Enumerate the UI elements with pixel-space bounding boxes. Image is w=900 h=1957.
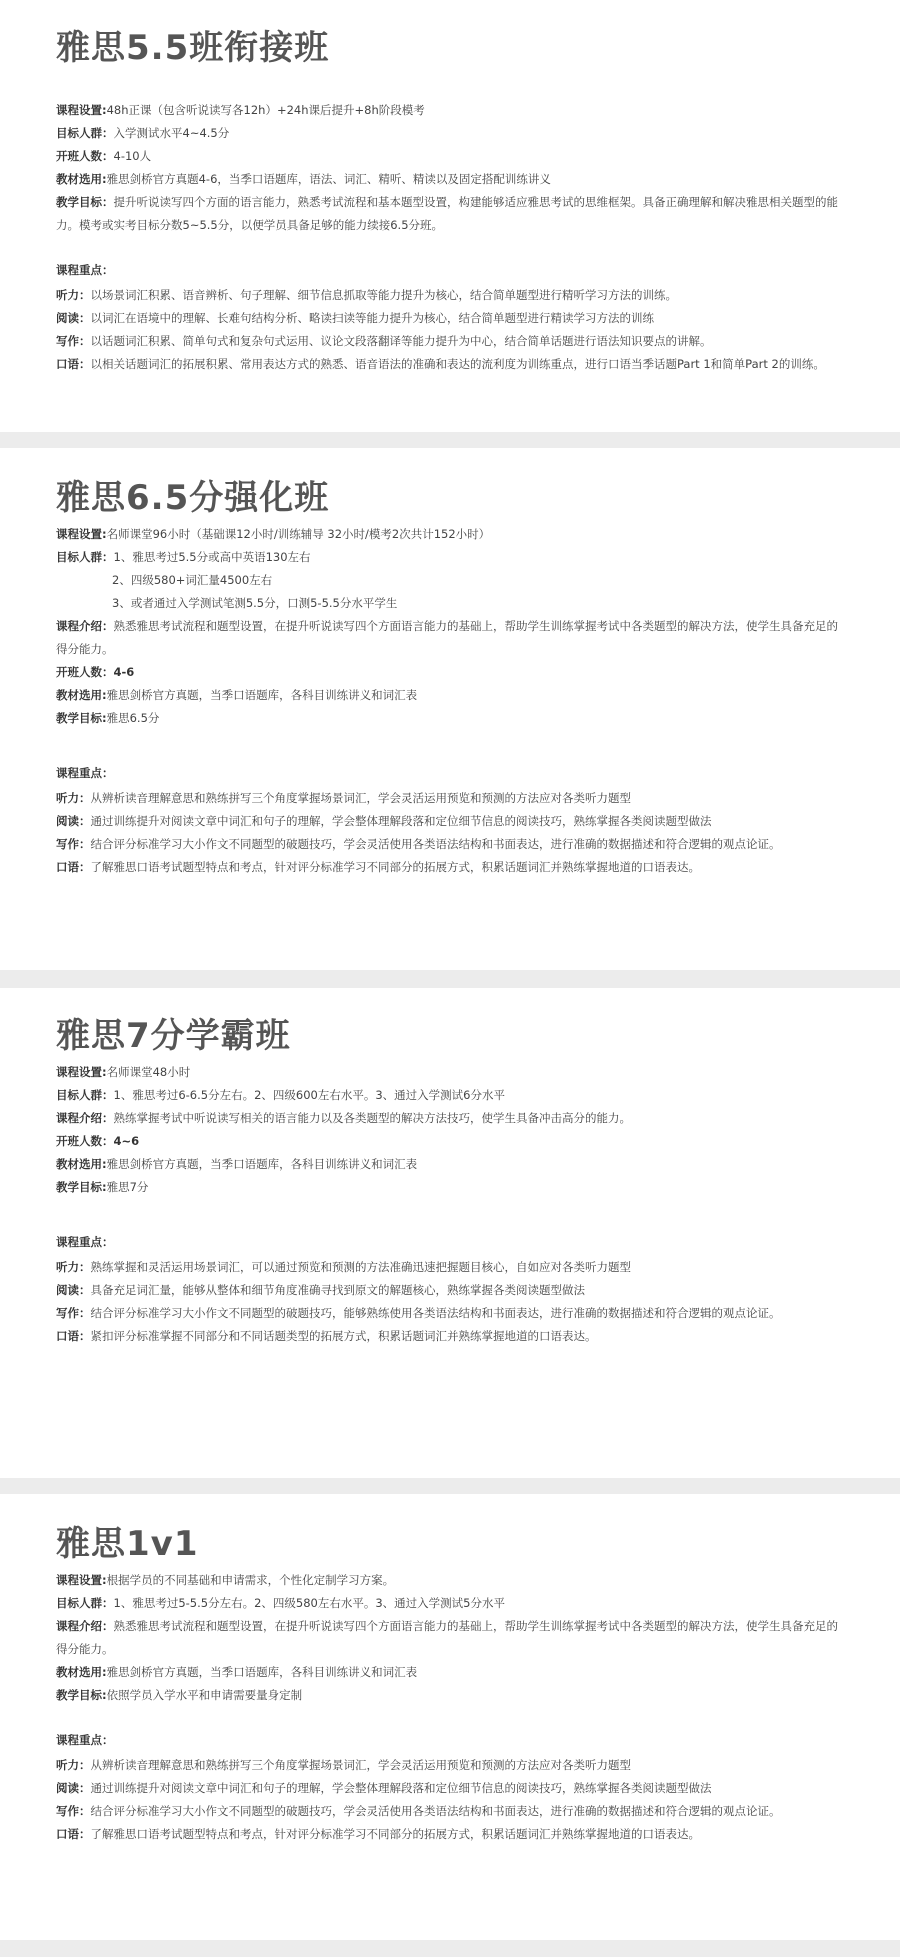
spacer bbox=[56, 1199, 840, 1231]
focus-row bbox=[56, 284, 840, 307]
info-row bbox=[56, 569, 840, 592]
info-row-label: 教材选用: bbox=[56, 1156, 107, 1171]
focus-row bbox=[56, 1279, 840, 1302]
section-title: 雅思6.5分强化班 bbox=[56, 478, 330, 518]
info-row-label: 课程介绍： bbox=[56, 618, 114, 633]
info-row-label: 课程设置: bbox=[56, 1572, 107, 1587]
info-row-label: 教材选用: bbox=[56, 171, 107, 186]
info-row bbox=[56, 1084, 840, 1107]
info-row-value: 2、四级580+词汇量4500左右 bbox=[112, 572, 273, 587]
focus-row-value: 以话题词汇积累、简单句式和复杂句式运用、议论文段落翻译等能力提升为中心，结合简单话题进行语法知识要点的讲解。 bbox=[90, 333, 712, 348]
info-row-value: 48h正课（包含听说读写各12h）+24h课后提升+8h阶段模考 bbox=[106, 102, 425, 117]
focus-row-value: 了解雅思口语考试题型特点和考点，针对评分标准学习不同部分的拓展方式，积累话题词汇并熟练掌握地道的口语表达。 bbox=[90, 1826, 700, 1841]
info-row-label: 目标人群： bbox=[56, 1595, 114, 1610]
focus-row-value: 从辨析读音理解意思和熟练拼写三个角度掌握场景词汇，学会灵活运用预览和预测的方法应对各类听力题型 bbox=[90, 1757, 631, 1772]
focus-row-label: 口语： bbox=[56, 859, 91, 874]
info-row-value: 熟悉雅思考试流程和题型设置，在提升听说读写四个方面语言能力的基础上，帮助学生训练掌握考试中各类题型的解决方法，使学生具备充足的得分能力。 bbox=[56, 618, 838, 656]
info-row-value: 熟练掌握考试中听说读写相关的语言能力以及各类题型的解决方法技巧，使学生具备冲击高分的能力。 bbox=[113, 1110, 631, 1125]
focus-row-value: 以场景词汇积累、语音辨析、句子理解、细节信息抓取等能力提升为核心，结合简单题型进行精听学习方法的训练。 bbox=[90, 287, 677, 302]
info-row-label: 开班人数： bbox=[56, 1133, 114, 1148]
info-row-value: 4~6 bbox=[113, 1133, 140, 1148]
focus-row-label: 写作： bbox=[56, 1803, 91, 1818]
focus-row-label: 口语： bbox=[56, 356, 91, 371]
info-row-value: 名师课堂48小时 bbox=[106, 1064, 191, 1079]
info-row bbox=[56, 1661, 840, 1684]
focus-row bbox=[56, 810, 840, 833]
course-section-ielts-6-5 bbox=[0, 448, 900, 970]
info-row-label: 教学目标： bbox=[56, 194, 114, 209]
info-row-value: 根据学员的不同基础和申请需求，个性化定制学习方案。 bbox=[106, 1572, 395, 1587]
focus-row bbox=[56, 1754, 840, 1777]
info-row bbox=[56, 1176, 840, 1199]
focus-row-value: 了解雅思口语考试题型特点和考点，针对评分标准学习不同部分的拓展方式，积累话题词汇并熟练掌握地道的口语表达。 bbox=[90, 859, 700, 874]
focus-row bbox=[56, 307, 840, 330]
info-row-label: 教学目标: bbox=[56, 1179, 107, 1194]
info-row bbox=[56, 1569, 840, 1592]
focus-row-label: 口语： bbox=[56, 1826, 91, 1841]
focus-row-value: 从辨析读音理解意思和熟练拼写三个角度掌握场景词汇，学会灵活运用预览和预测的方法应对各类听力题型 bbox=[90, 790, 631, 805]
spacer bbox=[56, 1707, 840, 1729]
info-row-value: 4-10人 bbox=[113, 148, 152, 163]
focus-row-value: 紧扣评分标准掌握不同部分和不同话题类型的拓展方式，积累话题词汇并熟练掌握地道的口语表达。 bbox=[90, 1328, 597, 1343]
info-row bbox=[56, 615, 840, 661]
focus-row-value: 以相关话题词汇的拓展积累、常用表达方式的熟悉、语音语法的准确和表达的流利度为训练重点，进行口语当季话题Part 1和简单Part 2的训练。 bbox=[90, 356, 825, 371]
focus-row-label: 阅读： bbox=[56, 813, 91, 828]
info-row-label: 目标人群： bbox=[56, 1087, 114, 1102]
info-row-label: 课程设置: bbox=[56, 102, 107, 117]
info-row-value: 1、雅思考过5.5分或高中英语130左右 bbox=[113, 549, 311, 564]
focus-row-label: 写作： bbox=[56, 333, 91, 348]
info-row-label: 课程介绍： bbox=[56, 1110, 114, 1125]
focus-row-value: 具备充足词汇量，能够从整体和细节角度准确寻找到原文的解题核心，熟练掌握各类阅读题型做法 bbox=[90, 1282, 585, 1297]
focus-row-value: 结合评分标准学习大小作文不同题型的破题技巧，能够熟练使用各类语法结构和书面表达，进行准确的数据描述和符合逻辑的观点论证。 bbox=[90, 1305, 781, 1320]
course-section-ielts-1v1 bbox=[0, 1494, 900, 1940]
info-row-label: 课程设置: bbox=[56, 1064, 107, 1079]
focus-row-label: 口语： bbox=[56, 1328, 91, 1343]
focus-row bbox=[56, 1302, 840, 1325]
info-row-label: 课程介绍： bbox=[56, 1618, 114, 1633]
spacer bbox=[56, 730, 840, 762]
info-row-label: 教学目标: bbox=[56, 1687, 107, 1702]
info-row-label: 教材选用: bbox=[56, 687, 107, 702]
focus-row-label: 听力： bbox=[56, 1259, 91, 1274]
section-title: 雅思7分学霸班 bbox=[56, 1016, 291, 1056]
info-row-value: 提升听说读写四个方面的语言能力，熟悉考试流程和基本题型设置，构建能够适应雅思考试的思维框架。具备正确理解和解决雅思相关题型的能力。模考或实考目标分数5~5.5分，以便学员具备足够的能力续接6.5分班。 bbox=[56, 194, 838, 232]
info-row-value: 名师课堂96小时（基础课12小时/训练辅导 32小时/模考2次共计152小时） bbox=[106, 526, 491, 541]
info-row-label: 开班人数： bbox=[56, 664, 114, 679]
focus-row bbox=[56, 353, 840, 376]
info-row-value: 雅思剑桥官方真题4-6，当季口语题库，语法、词汇、精听、精读以及固定搭配训练讲义 bbox=[106, 171, 551, 186]
focus-row-label: 听力： bbox=[56, 790, 91, 805]
info-row bbox=[56, 523, 840, 546]
info-row-value: 雅思剑桥官方真题，当季口语题库，各科目训练讲义和词汇表 bbox=[106, 1156, 418, 1171]
focus-row-label: 阅读： bbox=[56, 1282, 91, 1297]
info-row-value: 1、雅思考过5-5.5分左右。2、四级580左右水平。3、通过入学测试5分水平 bbox=[113, 1595, 505, 1610]
info-row bbox=[56, 592, 840, 615]
info-row-value: 雅思剑桥官方真题，当季口语题库，各科目训练讲义和词汇表 bbox=[106, 1664, 418, 1679]
info-row bbox=[56, 122, 840, 145]
focus-heading: 课程重点： bbox=[56, 1732, 114, 1747]
focus-row bbox=[56, 330, 840, 353]
focus-row-value: 以词汇在语境中的理解、长难句结构分析、略读扫读等能力提升为核心，结合简单题型进行精读学习方法的训练 bbox=[90, 310, 654, 325]
focus-row-label: 阅读： bbox=[56, 310, 91, 325]
focus-row-label: 写作： bbox=[56, 1305, 91, 1320]
focus-row-value: 通过训练提升对阅读文章中词汇和句子的理解，学会整体理解段落和定位细节信息的阅读技巧，熟练掌握各类阅读题型做法 bbox=[90, 1780, 712, 1795]
focus-row-value: 熟练掌握和灵活运用场景词汇，可以通过预览和预测的方法准确迅速把握题目核心，自如应对各类听力题型 bbox=[90, 1259, 631, 1274]
info-row-label: 目标人群： bbox=[56, 549, 114, 564]
info-row bbox=[56, 1130, 840, 1153]
info-row bbox=[56, 1684, 840, 1707]
focus-row bbox=[56, 787, 840, 810]
focus-row bbox=[56, 833, 840, 856]
focus-row bbox=[56, 1777, 840, 1800]
focus-row-label: 听力： bbox=[56, 287, 91, 302]
info-row-label: 教学目标: bbox=[56, 710, 107, 725]
info-row bbox=[56, 546, 840, 569]
spacer bbox=[56, 237, 840, 259]
info-row-value: 熟悉雅思考试流程和题型设置，在提升听说读写四个方面语言能力的基础上，帮助学生训练掌握考试中各类题型的解决方法，使学生具备充足的得分能力。 bbox=[56, 1618, 838, 1656]
info-row-value: 雅思7分 bbox=[106, 1179, 149, 1194]
info-row bbox=[56, 1061, 840, 1084]
course-section-ielts-5-5 bbox=[0, 0, 900, 432]
focus-heading: 课程重点： bbox=[56, 262, 114, 277]
info-row bbox=[56, 1592, 840, 1615]
focus-row-label: 写作： bbox=[56, 836, 91, 851]
info-row-value: 入学测试水平4~4.5分 bbox=[113, 125, 230, 140]
focus-row-value: 通过训练提升对阅读文章中词汇和句子的理解，学会整体理解段落和定位细节信息的阅读技巧，熟练掌握各类阅读题型做法 bbox=[90, 813, 712, 828]
info-row bbox=[56, 684, 840, 707]
section-title: 雅思5.5班衔接班 bbox=[56, 28, 330, 68]
focus-row-value: 结合评分标准学习大小作文不同题型的破题技巧，学会灵活使用各类语法结构和书面表达，进行准确的数据描述和符合逻辑的观点论证。 bbox=[90, 836, 781, 851]
focus-row bbox=[56, 1325, 840, 1348]
info-row bbox=[56, 99, 840, 122]
info-row-value: 雅思剑桥官方真题，当季口语题库，各科目训练讲义和词汇表 bbox=[106, 687, 418, 702]
info-row-value: 4-6 bbox=[113, 664, 135, 679]
info-row bbox=[56, 191, 840, 237]
info-row bbox=[56, 168, 840, 191]
info-row bbox=[56, 1153, 840, 1176]
focus-row bbox=[56, 1800, 840, 1823]
info-row-value: 3、或者通过入学测试笔测5.5分，口测5-5.5分水平学生 bbox=[112, 595, 398, 610]
info-row bbox=[56, 145, 840, 168]
info-row bbox=[56, 661, 840, 684]
focus-row-value: 结合评分标准学习大小作文不同题型的破题技巧，学会灵活使用各类语法结构和书面表达，进行准确的数据描述和符合逻辑的观点论证。 bbox=[90, 1803, 781, 1818]
info-row bbox=[56, 1107, 840, 1130]
focus-row bbox=[56, 1823, 840, 1846]
focus-row-label: 阅读： bbox=[56, 1780, 91, 1795]
focus-row-label: 听力： bbox=[56, 1757, 91, 1772]
focus-row bbox=[56, 1256, 840, 1279]
info-row-value: 依照学员入学水平和申请需要量身定制 bbox=[106, 1687, 303, 1702]
info-row-label: 课程设置: bbox=[56, 526, 107, 541]
info-row-label: 教材选用: bbox=[56, 1664, 107, 1679]
focus-heading: 课程重点： bbox=[56, 765, 114, 780]
course-section-ielts-7 bbox=[0, 988, 900, 1478]
info-row bbox=[56, 1615, 840, 1661]
info-row-value: 1、雅思考过6-6.5分左右。2、四级600左右水平。3、通过入学测试6分水平 bbox=[113, 1087, 505, 1102]
info-row bbox=[56, 707, 840, 730]
info-row-label: 目标人群： bbox=[56, 125, 114, 140]
focus-heading: 课程重点： bbox=[56, 1234, 114, 1249]
info-row-label: 开班人数： bbox=[56, 148, 114, 163]
section-title: 雅思1v1 bbox=[56, 1524, 199, 1564]
info-row-value: 雅思6.5分 bbox=[106, 710, 160, 725]
focus-row bbox=[56, 856, 840, 879]
